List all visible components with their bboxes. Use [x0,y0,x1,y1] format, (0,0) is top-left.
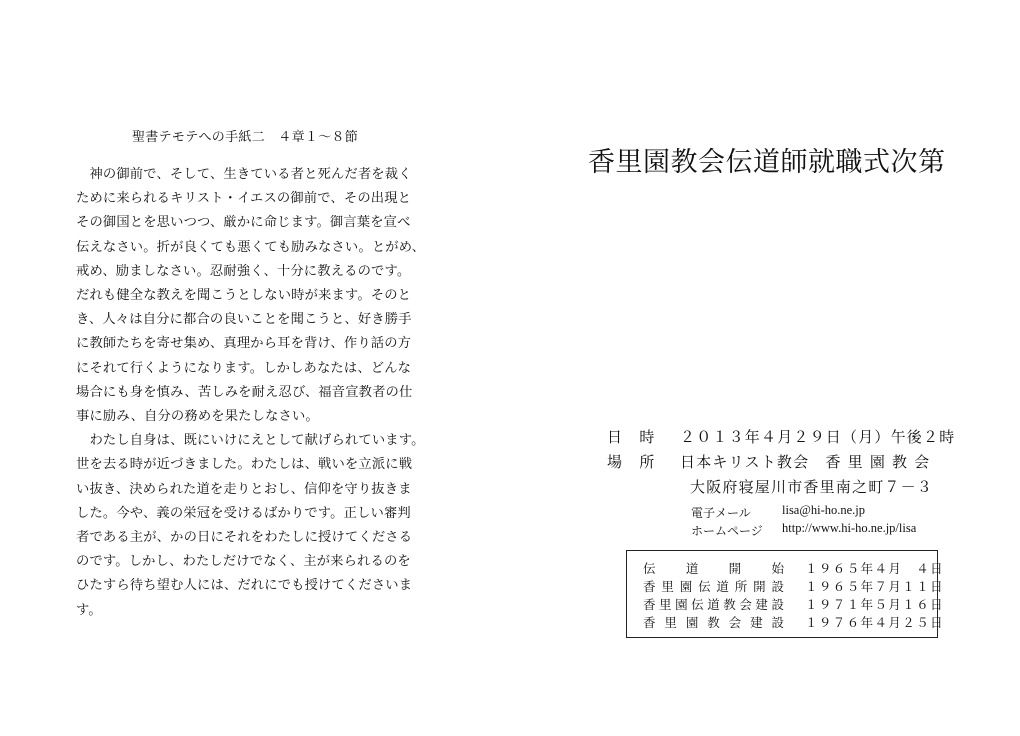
history-box [626,550,945,638]
place-label: 場 所 [607,453,656,471]
date-value: ２０１３年４月２９日（月）午後２時 [680,428,956,446]
scripture-line: 者である主が、かの日にそれをわたしに授けてくださる [76,530,413,546]
history-date: １９７６年４月２５日 [805,615,945,630]
scripture-line: ために来られるキリスト・イエスの御前で、その出現と [76,191,412,207]
history-date: １９７１年５月１６日 [805,597,945,612]
homepage-value[interactable]: http://www.hi-ho.ne.jp/lisa [782,521,917,535]
scripture-line: した。今や、義の栄冠を受けるばかりです。正しい審判 [76,505,411,521]
history-event: 伝道開始 [643,561,785,576]
scripture-line: にそれて行くようになります。しかしあなたは、どんな [76,360,412,376]
date-label: 日 時 [607,428,656,446]
history-row [643,613,945,631]
history-event: 香里園伝道教会建設 [643,597,785,612]
scripture-line: ひたすら待ち望む人には、だれにでも授けてくださいま [76,578,413,594]
address: 大阪府寝屋川市香里南之町７－３ [690,478,934,496]
scripture-text [76,163,436,623]
history-event: 香里園教会建設 [643,615,785,630]
scripture-line: のです。しかし、わたしだけでなく、主が来られるのを [76,554,411,570]
scripture-line: 事に励み、自分の務めを果たしなさい。 [76,409,319,425]
history-date: １９６５年４月 ４日 [805,561,945,576]
scripture-line: 神の御前で、そして、生きている者と死んだ者を裁く [76,167,412,182]
history-event: 香里園伝道所開設 [643,579,785,594]
history-date: １９６５年７月１１日 [805,579,945,594]
email-value[interactable]: lisa@hi-ho.ne.jp [782,503,866,517]
scripture-line: い抜き、決められた道を走りとおし、信仰を守り抜きま [76,481,412,497]
place-value: 日本キリスト教会 香 里 園 教 会 [680,453,931,471]
scripture-line: に教師たちを寄せ集め、真理から耳を背け、作り話の方 [76,336,412,352]
history-row [643,595,945,613]
scripture-reference: 聖書テモテへの手紙二 ４章１～８節 [132,130,359,145]
scripture-line: 伝えなさい。折が良くても悪くても励みなさい。とがめ、 [76,239,426,255]
scripture-line: す。 [76,602,102,618]
email-label: 電子メール [691,506,751,520]
page-title: 香里園教会伝道師就職式次第 [588,147,946,178]
history-row [643,559,945,577]
homepage-label: ホームページ [691,524,763,538]
scripture-line: その御国とを思いつつ、厳かに命じます。御言葉を宣べ [76,215,411,231]
scripture-line: 戒め、励ましなさい。忍耐強く、十分に教えるのです。 [76,263,411,279]
scripture-line: き、人々は自分に都合の良いことを聞こうと、好き勝手 [76,312,412,328]
scripture-line: 場合にも身を慎み、苦しみを耐え忍び、福音宣教者の仕 [76,384,413,400]
scripture-line: だれも健全な教えを聞こうとしない時が来ます。そのと [76,288,412,304]
scripture-line: 世を去る時が近づきました。わたしは、戦いを立派に戦 [76,457,413,473]
scripture-line: わたし自身は、既にいけにえとして献げられています。 [76,433,425,449]
history-row [643,577,945,595]
